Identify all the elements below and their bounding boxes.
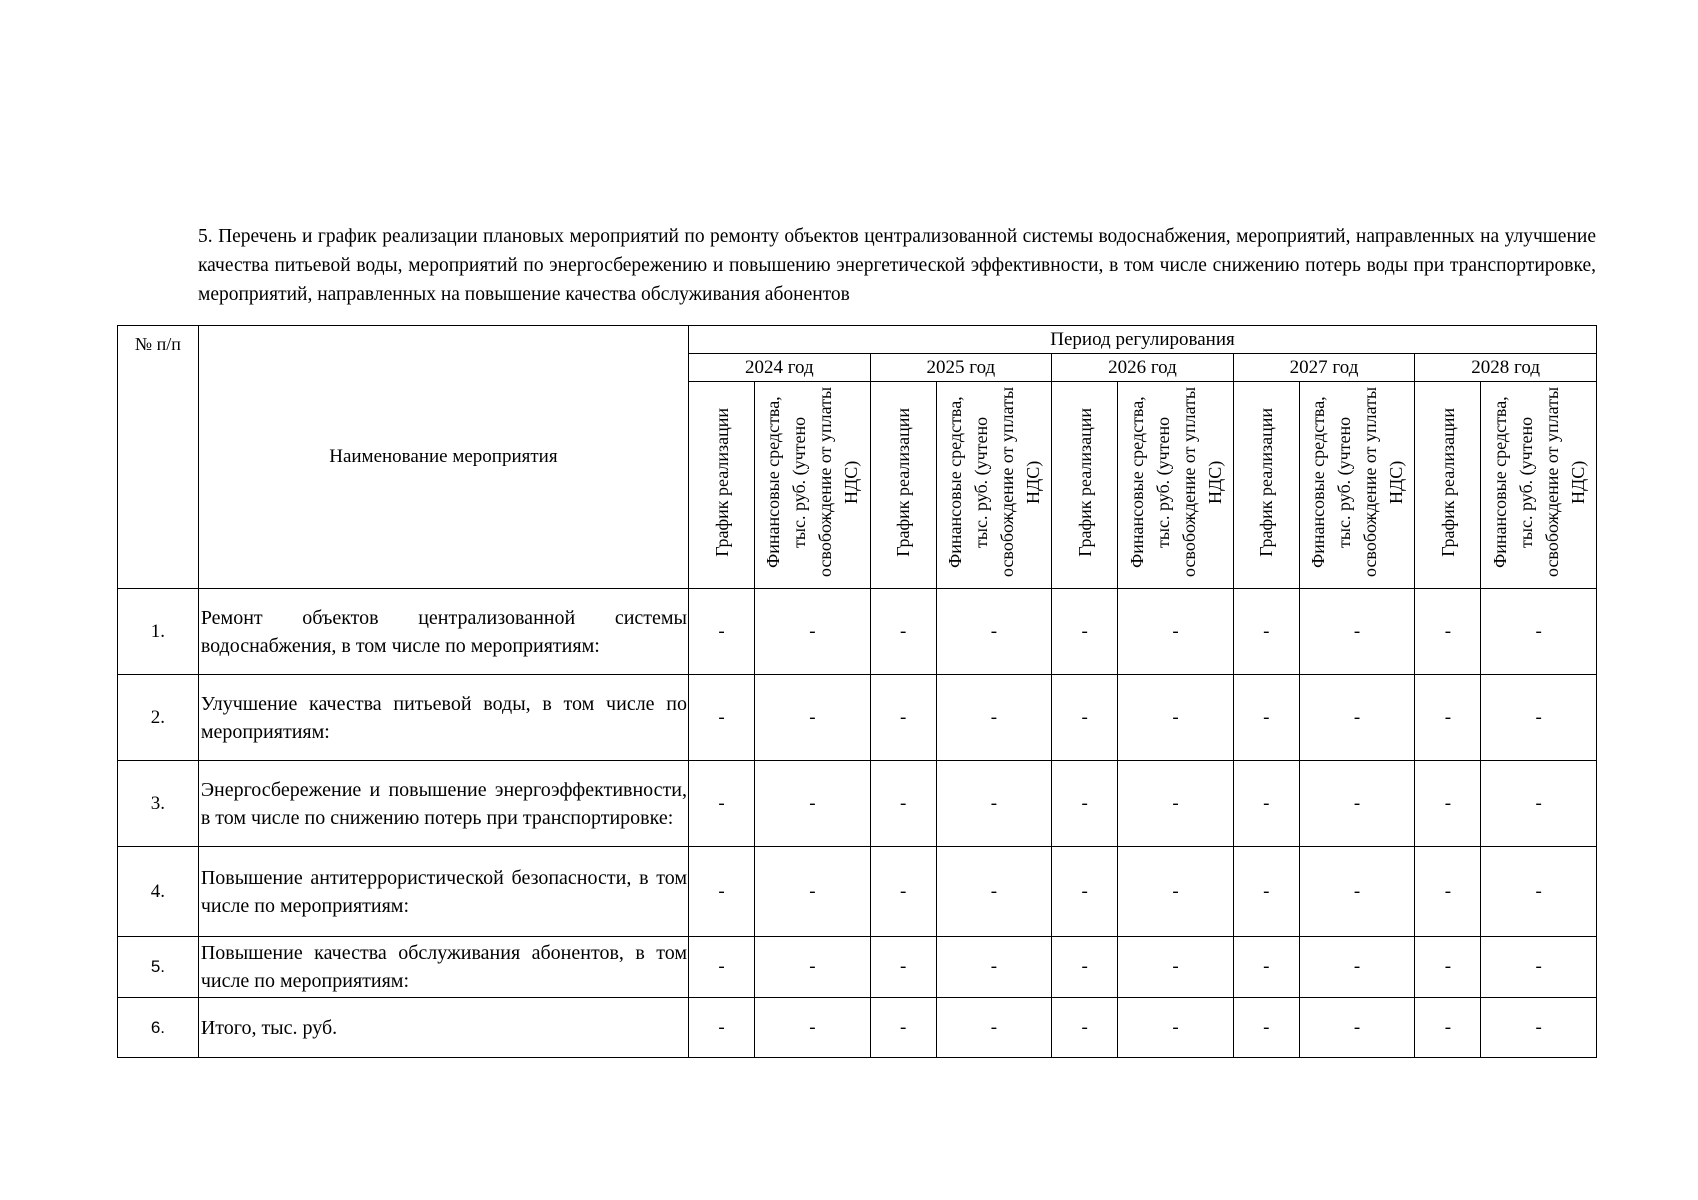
cell-value: - [1118,847,1233,937]
header-year-2024: 2024 год [689,354,871,382]
cell-value: - [936,761,1051,847]
cell-value: - [1299,589,1414,675]
cell-value: - [689,675,755,761]
cell-value: - [1052,761,1118,847]
cell-value: - [936,937,1051,998]
header-year-2025: 2025 год [870,354,1052,382]
activities-schedule-table [117,325,1597,1058]
cell-value: - [936,675,1051,761]
row-number: 5. [118,937,199,998]
finance-label: Финансовые средства, тыс. руб. (учтено освобождение от уплаты НДС) [944,386,1043,578]
row-activity-name: Итого, тыс. руб. [198,998,688,1058]
header-schedule-2024 [689,382,755,589]
cell-value: - [1481,761,1597,847]
row-number: 6. [118,998,199,1058]
cell-value: - [1415,998,1481,1058]
row-number: 2. [118,675,199,761]
cell-value: - [755,761,870,847]
cell-value: - [1118,998,1233,1058]
header-finance-2025 [936,382,1051,589]
cell-value: - [1299,761,1414,847]
cell-value: - [689,761,755,847]
cell-value: - [1481,675,1597,761]
cell-value: - [1299,847,1414,937]
cell-value: - [1481,589,1597,675]
cell-value: - [1118,937,1233,998]
header-schedule-2026 [1052,382,1118,589]
cell-value: - [1052,675,1118,761]
header-year-2026: 2026 год [1052,354,1234,382]
cell-value: - [1481,937,1597,998]
header-schedule-2028 [1415,382,1481,589]
schedule-label: График реализации [1437,407,1458,557]
table-row [118,937,1597,998]
row-number: 3. [118,761,199,847]
cell-value: - [689,937,755,998]
cell-value: - [936,847,1051,937]
cell-value: - [1299,998,1414,1058]
cell-value: - [1233,675,1299,761]
header-finance-2028 [1481,382,1597,589]
cell-value: - [1415,937,1481,998]
header-finance-2024 [755,382,870,589]
table-row-total [118,998,1597,1058]
cell-value: - [1233,998,1299,1058]
header-regulation-period: Период регулирования [689,326,1597,354]
table-row [118,675,1597,761]
cell-value: - [1233,589,1299,675]
row-activity-name: Улучшение качества питьевой воды, в том числе по мероприятиям: [198,675,688,761]
section-heading: 5. Перечень и график реализации плановых мероприятий по ремонту объектов централизованной системы водоснабжения, мероприятий, направленных на улучшение качества питьевой воды, мероприятий по энергосбережению и повышению энергетической эффективности, в том числе снижению потерь воды при транспортировке, мероприятий, направленных на повышение качества обслуживания абонентов [198,226,1596,305]
cell-value: - [689,998,755,1058]
cell-value: - [1233,937,1299,998]
row-activity-name: Ремонт объектов централизованной системы водоснабжения, в том числе по мероприятиям: [198,589,688,675]
cell-value: - [870,675,936,761]
cell-value: - [755,675,870,761]
cell-value: - [1233,847,1299,937]
cell-value: - [1481,847,1597,937]
cell-value: - [1233,761,1299,847]
schedule-label: График реализации [711,407,732,557]
cell-value: - [870,589,936,675]
header-schedule-2027 [1233,382,1299,589]
cell-value: - [870,761,936,847]
cell-value: - [1052,998,1118,1058]
cell-value: - [870,937,936,998]
cell-value: - [870,998,936,1058]
cell-value: - [936,998,1051,1058]
finance-label: Финансовые средства, тыс. руб. (учтено освобождение от уплаты НДС) [1126,386,1225,578]
header-finance-2027 [1299,382,1414,589]
cell-value: - [1052,937,1118,998]
schedule-label: График реализации [1074,407,1095,557]
cell-value: - [755,937,870,998]
finance-label: Финансовые средства, тыс. руб. (учтено освобождение от уплаты НДС) [763,386,862,578]
row-activity-name: Повышение антитеррористической безопасности, в том числе по мероприятиям: [198,847,688,937]
table-row [118,761,1597,847]
cell-value: - [689,589,755,675]
cell-value: - [1415,761,1481,847]
cell-value: - [1415,675,1481,761]
schedule-label: График реализации [1256,407,1277,557]
header-schedule-2025 [870,382,936,589]
cell-value: - [1118,675,1233,761]
cell-value: - [936,589,1051,675]
row-activity-name: Повышение качества обслуживания абонентов, в том числе по мероприятиям: [198,937,688,998]
cell-value: - [1118,761,1233,847]
cell-value: - [1052,847,1118,937]
table-row [118,847,1597,937]
finance-label: Финансовые средства, тыс. руб. (учтено освобождение от уплаты НДС) [1489,386,1588,578]
row-activity-name: Энергосбережение и повышение энергоэффективности, в том числе по снижению потерь при транспортировке: [198,761,688,847]
table-row [118,589,1597,675]
cell-value: - [870,847,936,937]
cell-value: - [1415,589,1481,675]
header-finance-2026 [1118,382,1233,589]
cell-value: - [1052,589,1118,675]
cell-value: - [1415,847,1481,937]
cell-value: - [755,998,870,1058]
header-year-2028: 2028 год [1415,354,1597,382]
header-year-2027: 2027 год [1233,354,1415,382]
cell-value: - [1299,937,1414,998]
row-number: 1. [118,589,199,675]
cell-value: - [755,847,870,937]
finance-label: Финансовые средства, тыс. руб. (учтено освобождение от уплаты НДС) [1308,386,1407,578]
header-row-period [118,326,1597,354]
cell-value: - [755,589,870,675]
row-number: 4. [118,847,199,937]
cell-value: - [689,847,755,937]
header-activity-name: Наименование мероприятия [198,326,688,589]
header-number: № п/п [118,326,199,589]
schedule-label: График реализации [893,407,914,557]
cell-value: - [1299,675,1414,761]
cell-value: - [1481,998,1597,1058]
cell-value: - [1118,589,1233,675]
